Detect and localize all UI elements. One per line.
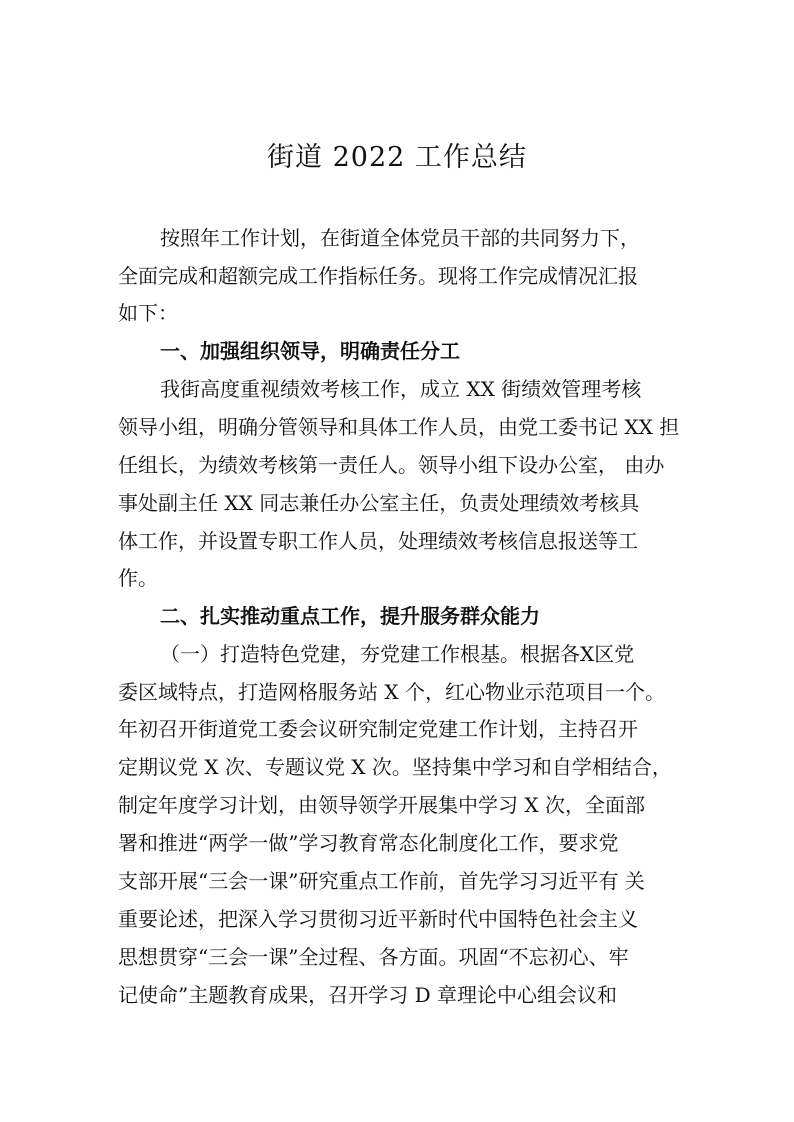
paragraph-line: 任组长，为绩效考核第一责任人。领导小组下设办公室， 由办 bbox=[118, 453, 665, 477]
paragraph-line: 记使命”主题教育成果，召开学习 D 章理论中心组会议和 bbox=[118, 983, 617, 1007]
paragraph-line: 领导小组，明确分管领导和具体工作人员，由党工委书记 XX 担 bbox=[118, 415, 680, 439]
paragraph-line: 体工作，并设置专职工作人员，处理绩效考核信息报送等工 bbox=[118, 529, 638, 553]
document-title: 街道 2022 工作总结 bbox=[267, 142, 527, 173]
section-heading: 二、扎实推动重点工作，提升服务群众能力 bbox=[160, 604, 540, 628]
paragraph-line: 委区域特点，打造网格服务站 X 个，红心物业示范项目一个。 bbox=[118, 680, 665, 704]
paragraph-line: （一）打造特色党建，夯党建工作根基。根据各X区党 bbox=[160, 642, 635, 666]
paragraph-line: 作。 bbox=[118, 566, 158, 590]
paragraph-line: 署和推进“两学一做”学习教育常态化制度化工作，要求党 bbox=[118, 831, 619, 855]
paragraph-line: 思想贯穿“三会一课”全过程、各方面。巩固“不忘初心、牢 bbox=[118, 945, 629, 969]
paragraph-line: 年初召开街道党工委会议研究制定党建工作计划，主持召开 bbox=[118, 717, 638, 741]
paragraph-line: 事处副主任 XX 同志兼任办公室主任，负责处理绩效考核具 bbox=[118, 491, 640, 515]
intro-line: 如下： bbox=[118, 301, 178, 325]
section-heading: 一、加强组织领导，明确责任分工 bbox=[160, 339, 460, 363]
paragraph-line: 我街高度重视绩效考核工作，成立 XX 街绩效管理考核 bbox=[160, 377, 642, 401]
intro-line: 按照年工作计划，在街道全体党员干部的共同努力下， bbox=[160, 226, 640, 250]
paragraph-line: 重要论述，把深入学习贯彻习近平新时代中国特色社会主义 bbox=[118, 907, 638, 931]
paragraph-line: 定期议党 X 次、专题议党 X 次。坚持集中学习和自学相结合， bbox=[118, 755, 672, 779]
paragraph-line: 制定年度学习计划，由领导领学开展集中学习 X 次，全面部 bbox=[118, 793, 645, 817]
paragraph-line: 支部开展“三会一课”研究重点工作前，首先学习习近平有 关 bbox=[118, 869, 645, 893]
intro-line: 全面完成和超额完成工作指标任务。现将工作完成情况汇报 bbox=[118, 264, 638, 288]
